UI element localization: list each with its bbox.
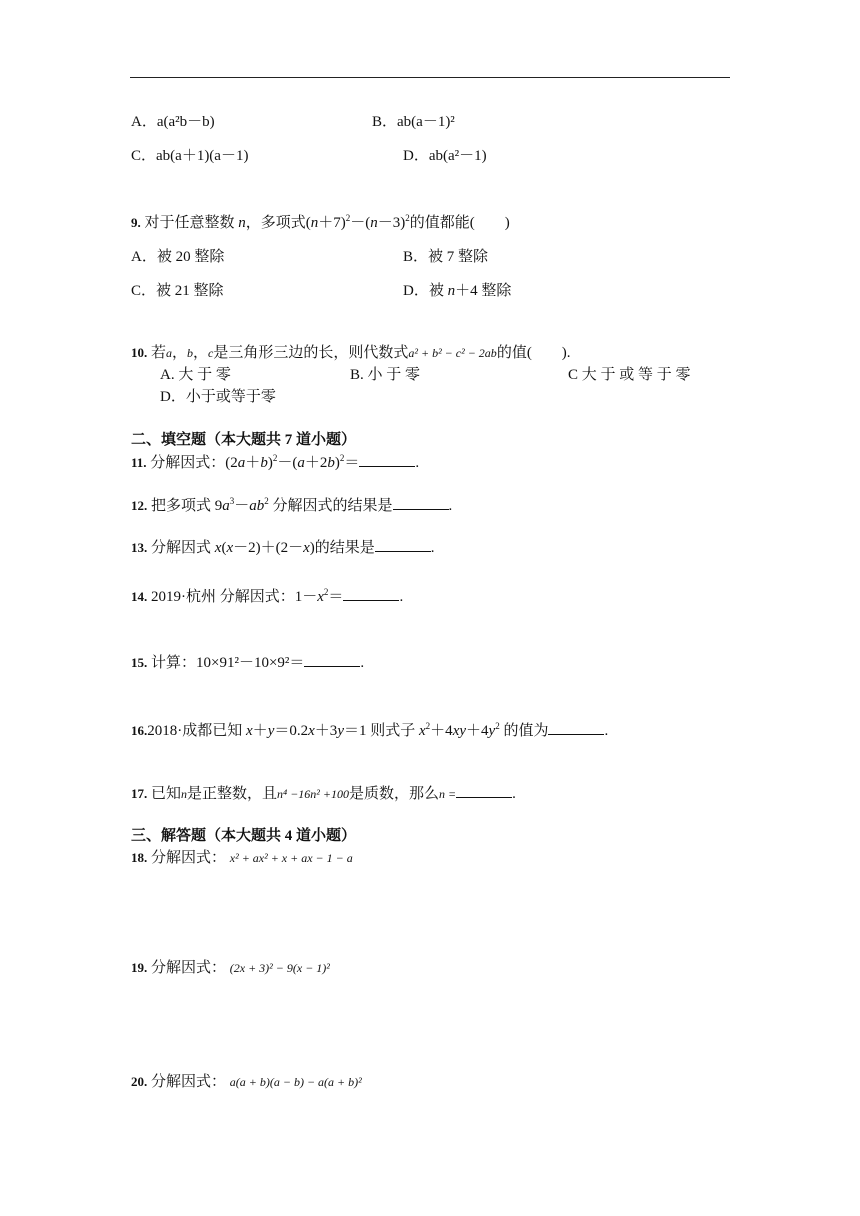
var-n: n bbox=[310, 215, 319, 231]
q19 bbox=[131, 958, 330, 978]
q19-label: 分解因式： bbox=[151, 960, 227, 976]
q10-text: 若 bbox=[151, 345, 167, 361]
q13: 13. 分解因式 x(x－2)＋(2－x)的结果是 . bbox=[131, 537, 435, 558]
q9-text: 的值都能( ) bbox=[409, 215, 510, 231]
q11: 11. 分解因式：$(2a+b)^2-(a+2b)^2=$ . bbox=[131, 453, 420, 471]
q9-text: ，多项式( bbox=[245, 215, 311, 231]
q13-text: . bbox=[430, 540, 435, 556]
q16-text: ＝1 则式子 bbox=[343, 723, 419, 739]
q15-text: 计算：10×91²－10×9²＝ bbox=[151, 655, 305, 671]
var-n: n bbox=[238, 215, 246, 231]
q12: 12. 把多项式 $9a^3-ab^2$ 分解因式的结果是 . bbox=[131, 496, 453, 514]
q9-text: ＋7) bbox=[318, 215, 346, 231]
q10-text: 的值( ). bbox=[496, 345, 571, 361]
q8-option-c: C．ab(a＋1)(a－1) bbox=[131, 148, 249, 164]
q16-text: . bbox=[604, 723, 609, 739]
q9-stem bbox=[131, 213, 510, 233]
q18 bbox=[131, 848, 353, 868]
q9-text: －( bbox=[350, 215, 371, 231]
question-number: 14. bbox=[131, 589, 148, 604]
var-n: n bbox=[370, 215, 378, 231]
q8-option-a: A．a(a²b－b) bbox=[131, 114, 215, 130]
q9-option-b: B．被 7 整除 bbox=[403, 249, 489, 265]
q20-label: 分解因式： bbox=[151, 1074, 227, 1090]
var-n: n bbox=[447, 283, 456, 299]
q18-expression: x² + ax² + x + ax − 1 − a bbox=[229, 851, 353, 865]
q14-text: ＝ bbox=[328, 589, 344, 605]
q12-text: . bbox=[448, 498, 453, 514]
q10-text: ， bbox=[172, 345, 188, 361]
q10-stem bbox=[131, 343, 571, 363]
q11-text: ) bbox=[334, 455, 340, 471]
q11-text: . bbox=[415, 455, 420, 471]
answer-blank[interactable] bbox=[548, 720, 604, 735]
q16-text: 2018·成都已知 bbox=[147, 723, 246, 739]
q8-option-b: B．ab(a－1)² bbox=[372, 114, 455, 130]
header-rule bbox=[130, 77, 730, 78]
exponent: 2 bbox=[405, 213, 410, 223]
q13-text: )的结果是 bbox=[309, 540, 375, 556]
q9-option-d-text: D．被 bbox=[403, 283, 448, 299]
question-number: 15. bbox=[131, 655, 148, 670]
var-a: a bbox=[166, 346, 173, 360]
q17-expression: n = bbox=[439, 787, 457, 801]
question-number: 11. bbox=[131, 455, 147, 470]
q9-option-d-text: ＋4 整除 bbox=[455, 283, 512, 299]
exponent: 2 bbox=[345, 213, 351, 223]
q16-text: ＋ bbox=[252, 723, 268, 739]
q14: 14. 2019·杭州 分解因式：$1-x^2=$ . bbox=[131, 587, 404, 605]
answer-blank[interactable] bbox=[343, 586, 399, 601]
q9-option-a: A．被 20 整除 bbox=[131, 249, 225, 265]
q10-option-b: B. 小 于 零 bbox=[350, 367, 421, 383]
question-number: 12. bbox=[131, 498, 148, 513]
q11-text: 分解因式：(2 bbox=[150, 455, 238, 471]
q17-text: 是质数，那么 bbox=[349, 786, 440, 802]
q13-text: －2)＋(2－ bbox=[233, 540, 304, 556]
q12-text: － bbox=[234, 498, 250, 514]
answer-blank[interactable] bbox=[304, 652, 360, 667]
q12-text: 分解因式的结果是 bbox=[268, 498, 393, 514]
answer-blank[interactable] bbox=[393, 495, 449, 510]
q16-text: 的值为 bbox=[499, 723, 549, 739]
question-number: 18. bbox=[131, 850, 148, 865]
question-number: 16. bbox=[131, 723, 148, 738]
q11-text: ＝ bbox=[344, 455, 360, 471]
q19-expression: (2x + 3)² − 9(x − 1)² bbox=[229, 961, 330, 975]
q11-text: ) bbox=[267, 455, 273, 471]
question-number: 9. bbox=[131, 215, 141, 230]
question-number: 17. bbox=[131, 786, 148, 801]
q15 bbox=[131, 652, 364, 673]
var-b: b bbox=[187, 346, 194, 360]
q9-text: －3) bbox=[377, 215, 406, 231]
q9-option-d bbox=[403, 281, 511, 301]
q20-expression: a(a + b)(a − b) − a(a + b)² bbox=[229, 1075, 362, 1089]
q10-text: 是三角形三边的长，则代数式 bbox=[213, 345, 409, 361]
q10-option-c: C 大 于 或 等 于 零 bbox=[568, 367, 691, 383]
var-c: c bbox=[208, 346, 214, 360]
q13-text: ( bbox=[221, 540, 227, 556]
q14-text: 2019·杭州 分解因式：1－ bbox=[151, 589, 318, 605]
q18-label: 分解因式： bbox=[151, 850, 227, 866]
q16: 16.2018·成都已知 x＋y＝0.2x＋3y＝1 则式子 $x^2+4xy+4y^2$ 的值为 . bbox=[131, 721, 609, 739]
q11-text: －( bbox=[277, 455, 298, 471]
q16-text: ＋3 bbox=[314, 723, 338, 739]
answer-blank[interactable] bbox=[359, 452, 415, 467]
section-heading-fill-in: 二、填空题（本大题共 7 道小题） bbox=[131, 432, 357, 448]
q20 bbox=[131, 1072, 362, 1092]
q10-text: ， bbox=[193, 345, 209, 361]
q15-text: . bbox=[360, 655, 365, 671]
q17-text: 是正整数，且 bbox=[187, 786, 278, 802]
q16-text: ＝0.2 bbox=[274, 723, 309, 739]
question-number: 20. bbox=[131, 1074, 148, 1089]
q16-text: ＋4 bbox=[430, 723, 453, 739]
q12-text: 把多项式 9 bbox=[151, 498, 223, 514]
question-number: 13. bbox=[131, 540, 148, 555]
q16-text: ＋4 bbox=[466, 723, 489, 739]
q11-text: ＋ bbox=[245, 455, 261, 471]
q17-text: . bbox=[512, 786, 516, 802]
q9-text: 对于任意整数 bbox=[144, 215, 239, 231]
answer-blank[interactable] bbox=[456, 783, 512, 798]
question-number: 19. bbox=[131, 960, 148, 975]
q17-text: 已知 bbox=[151, 786, 182, 802]
q10-option-a: A. 大 于 零 bbox=[160, 367, 231, 383]
q14-text: . bbox=[399, 589, 404, 605]
section-heading-solve: 三、解答题（本大题共 4 道小题） bbox=[131, 828, 357, 844]
q13-text: 分解因式 bbox=[151, 540, 215, 556]
q8-option-d: D．ab(a²－1) bbox=[403, 148, 487, 164]
question-number: 10. bbox=[131, 345, 148, 360]
q17: 17. 已知n是正整数，且n⁴ −16n² +100是质数，那么n = . bbox=[131, 783, 516, 804]
answer-blank[interactable] bbox=[375, 537, 431, 552]
q10-option-d: D．小于或等于零 bbox=[160, 389, 276, 405]
q10-expression: a² + b² − c² − 2ab bbox=[408, 346, 497, 360]
q9-option-c: C．被 21 整除 bbox=[131, 283, 224, 299]
q11-text: ＋2 bbox=[304, 455, 328, 471]
q17-expression: n⁴ −16n² +100 bbox=[277, 787, 349, 801]
